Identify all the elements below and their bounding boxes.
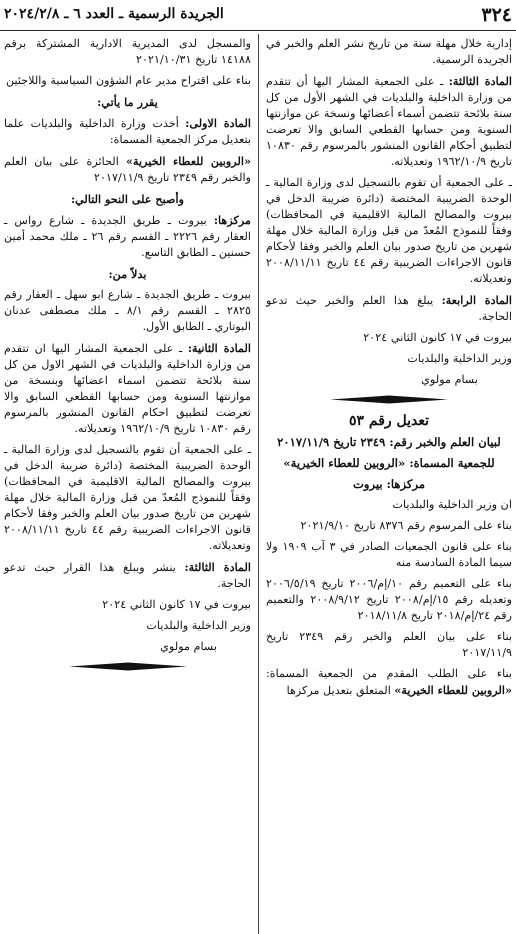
headquarters-label: مركزها: [213, 213, 251, 227]
left-column [4, 36, 251, 680]
article-text: أخذت وزارة الداخلية والبلديات علما بتعديل مركز الجمعية المسماة: [4, 117, 251, 146]
article-label: المادة الثالثة: [184, 560, 251, 574]
tax-registration-paragraph: ـ على الجمعية أن تقوم بالتسجيل لدى وزارة المالية ـ الوحدة الضريبية المختصة (دائرة ضريبة الدخل في بيروت والمصالح المالية الاقليمية في المحافظات) وفقاً للنموذج المُعدّ من قبل وزارة المالية خلال مهلة شهرين من تاريخ صدور بيان العلم والخبر وفقا لأحكام قانون الاجراءات الضريبية رقم ٤٤ تاريخ ٢٠٠٨/١١/١١ وتعديلاته. [4, 443, 251, 552]
amendment-subtitle-label: للجمعية المسماة: [405, 456, 495, 470]
minister-name: بسام مولوي [160, 640, 217, 653]
article-label: المادة الثانية: [187, 341, 251, 355]
became-heading: وأصبح على النحو التالي: [70, 192, 185, 206]
article-2 [4, 340, 251, 437]
column-divider [258, 34, 259, 934]
article-4 [266, 292, 512, 325]
association-name: «الروبين للعطاء الخيرية» [283, 456, 406, 470]
article-text: يبلغ هذا العلم والخبر حيث تدعو الحاجة. [266, 294, 512, 323]
article-text: ـ على الجمعية المشار اليها ان تتقدم من وزارة الداخلية والبلديات في الشهر الاول من كل سنة بلائحة تتضمن اسماء اعضائها وبنسخة من موازنتها السنوية ومن حسابها القطعي السابق والا تعرضت لتطبيق احكام القانون المنشور بالمرسوم رقم ١٠٨٣٠ تاريخ ١٩٦٢/١٠/٩ وتعديلاته. [4, 342, 251, 435]
article-label: المادة الاولى: [185, 116, 251, 130]
headquarters-text: بيروت ـ طريق الجديدة ـ شارع رواس ـ العقار رقم ٢٢٢٦ ـ القسم رقم ٢٦ ـ ملك محمد أمين حسنين ـ الطابق التاسع. [4, 214, 251, 259]
tax-registration-paragraph: ـ على الجمعية أن تقوم بالتسجيل لدى وزارة المالية ـ الوحدة الضريبية المختصة (دائرة ضريبة الدخل في بيروت والمصالح المالية الاقليمية في المحافظات) وفقاً للنموذج المُعدّ من قبل وزارة المالية خلال مهلة شهرين من تاريخ صدور بيان العلم والخبر وفقا لأحكام قانون الاجراءات الضريبية رقم ٤٤ تاريخ ٢٠٠٨/١١/١١ وتعديلاته. [266, 176, 512, 285]
paragraph: والمسجل لدى المديرية الادارية المشتركة برقم ١٤١٨٨ تاريخ ٢٠٢١/١٠/٣١ [4, 37, 251, 66]
section-separator [4, 662, 251, 671]
recital: بناء على بيان العلم والخبر رقم ٢٣٤٩ تاريخ ٢٠١٧/١١/٩ [266, 630, 512, 659]
paragraph: إدارية خلال مهلة سنة من تاريخ نشر العلم والخبر في الجريدة الرسمية. [266, 37, 512, 66]
minister-title: وزير الداخلية والبلديات [146, 619, 251, 632]
right-column [266, 36, 512, 704]
recital: بناء على المرسوم رقم ٨٣٧٦ تاريخ ٢٠٢١/٩/١٠ [300, 519, 512, 532]
article-3 [266, 73, 512, 170]
amendment-subtitle-2 [266, 455, 512, 471]
association-name: «الروبين للعطاء الخيرية» [126, 154, 251, 168]
paragraph: بناء على اقتراح مدير عام الشؤون السياسية واللاجئين [6, 74, 251, 87]
article-label: المادة الرابعة: [441, 293, 512, 307]
gazette-title: الجريدة الرسمية ـ العدد ٦ ـ ٢٠٢٤/٢/٨ [4, 6, 224, 22]
minister-title: وزير الداخلية والبلديات [407, 352, 512, 365]
article-text: ـ على الجمعية المشار اليها أن تتقدم من وزارة الداخلية والبلديات في الشهر الأول من كل سنة بلائحة تتضمن أسماء أعضائها ونسخة عن موازنتها السنوية ومن حسابها القطعي السابق والا تعرضت لتطبيق أحكام القانون المنشور بالمرسوم رقم ١٠٨٣٠ تاريخ ١٩٦٢/١٠/٩ وتعديلاته. [266, 75, 512, 168]
old-headquarters: بيروت ـ طريق الجديدة ـ شارع ابو سهل ـ العقار رقم ٢٨٢٥ ـ القسم رقم ٨/١ ـ ملك مصطفى عدنان البوتاري ـ الطابق الأول. [4, 288, 251, 333]
amendment-title: تعديل رقم ٥٣ [348, 413, 430, 429]
separator-ornament-icon [330, 395, 448, 404]
amendment-subtitle-3: مركزها: بيروت [352, 477, 426, 491]
recital-text: المتعلق بتعديل مركزها [286, 684, 395, 697]
separator-ornament-icon [69, 662, 187, 671]
page-number: ٣٢٤ [481, 4, 512, 26]
signature-date: بيروت في ١٧ كانون الثاني ٢٠٢٤ [363, 331, 512, 344]
intro-line: ان وزير الداخلية والبلديات [392, 498, 512, 511]
page-header [0, 0, 516, 31]
minister-name: بسام مولوي [421, 373, 478, 386]
signature-date: بيروت في ١٧ كانون الثاني ٢٠٢٤ [102, 598, 251, 611]
article-3 [4, 559, 251, 592]
new-headquarters [4, 212, 251, 261]
recital [266, 666, 512, 699]
instead-heading: بدلاً من: [108, 267, 147, 281]
article-text: ينشر ويبلغ هذا القرار حيث تدعو الحاجة. [4, 561, 251, 590]
recital: بناء على التعميم رقم ١٠/إم/٢٠٠٦ تاريخ ٢٠٠٦/٥/١٩ وتعديله رقم ١٥/إم/٢٠٠٨ تاريخ ٢٠٠٨/٩/١٢ والتعميم رقم ٢٤/إم/٢٠١٨ تاريخ ٢٠١٨/١١/٨ [266, 577, 512, 622]
association-line [4, 153, 251, 186]
section-separator [266, 395, 512, 404]
amendment-subtitle-1: لبيان العلم والخبر رقم: ٢٣٤٩ تاريخ ٢٠١٧/١١/٩ [277, 435, 501, 449]
association-text: الحائزة على بيان العلم والخبر رقم ٢٣٤٩ تاريخ ٢٠١٧/١١/٩ [4, 155, 251, 184]
recital-text: بناء على الطلب المقدم من الجمعية المسماة: [266, 667, 512, 680]
decision-heading: يقرر ما يأتي: [97, 95, 158, 109]
article-label: المادة الثالثة: [448, 74, 512, 88]
association-name: «الروبين للعطاء الخيرية» [394, 683, 512, 697]
article-1 [4, 115, 251, 148]
recital: بناء على قانون الجمعيات الصادر في ٣ آب ١٩٠٩ ولا سيما المادة السادسة منه [266, 540, 512, 569]
